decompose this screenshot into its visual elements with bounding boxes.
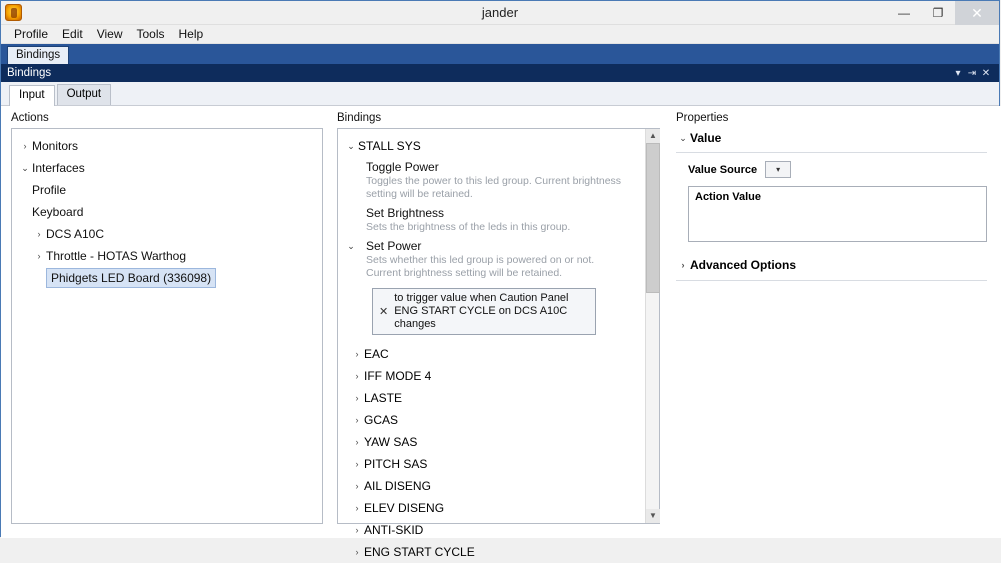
binding-item-name: Toggle Power — [366, 160, 439, 174]
bindings-list[interactable] — [337, 128, 660, 559]
binding-group-eng-start-cycle[interactable] — [344, 541, 645, 563]
value-source-label: Value Source — [688, 163, 758, 176]
binding-item-body — [358, 238, 616, 280]
chevron-down-icon[interactable]: ⌄ — [347, 141, 355, 151]
binding-group-yaw-sas[interactable] — [344, 431, 645, 453]
chevron-right-icon[interactable]: › — [37, 251, 41, 261]
binding-item-name: Set Brightness — [366, 206, 445, 220]
chevron-down-icon[interactable]: ⌄ — [679, 133, 687, 143]
chevron-right-icon[interactable]: › — [355, 547, 359, 557]
chevron-down-icon: ▾ — [776, 165, 781, 174]
menu-item-profile[interactable]: Profile — [14, 27, 49, 41]
binding-trigger-chip-wrap — [344, 282, 645, 343]
properties-section-advanced[interactable] — [676, 254, 987, 276]
binding-group-stall-sys[interactable] — [344, 135, 645, 157]
window-controls — [887, 1, 999, 25]
chevron-right-icon[interactable]: › — [355, 503, 359, 513]
binding-trigger-text: to trigger value when Caution Panel ENG START CYCLE on DCS A10C changes — [394, 292, 569, 330]
tree-item-interfaces[interactable] — [12, 157, 322, 179]
maximize-button[interactable]: ❐ — [932, 6, 944, 20]
bindings-scrollbar[interactable] — [645, 129, 659, 523]
tab-input[interactable]: Input — [9, 85, 55, 106]
scrollbar-thumb[interactable] — [646, 143, 660, 293]
minimize-button[interactable]: — — [898, 6, 910, 20]
io-tab-strip — [1, 82, 999, 106]
binding-group-label: STALL SYS — [358, 139, 421, 153]
binding-group-label: YAW SAS — [364, 435, 418, 449]
binding-trigger-chip[interactable] — [372, 288, 596, 335]
window-title: jander — [481, 5, 519, 20]
section-label: Advanced Options — [690, 258, 797, 272]
chevron-right-icon[interactable]: › — [23, 141, 27, 151]
actions-title: Actions — [11, 112, 49, 124]
actions-pane — [1, 106, 331, 538]
binding-group-pitch-sas[interactable] — [344, 453, 645, 475]
binding-item-name: Set Power — [366, 239, 422, 253]
divider — [676, 152, 987, 153]
menu-bar — [1, 25, 999, 44]
binding-group-laste[interactable] — [344, 387, 645, 409]
properties-title: Properties — [676, 112, 729, 124]
binding-group-label: LASTE — [364, 391, 403, 405]
chevron-down-icon[interactable]: ⌄ — [347, 241, 355, 251]
scroll-up-icon[interactable]: ▲ — [646, 129, 660, 143]
chevron-right-icon[interactable]: › — [355, 525, 359, 535]
tree-item-profile[interactable] — [12, 179, 322, 201]
binding-group-label: ANTI-SKID — [364, 523, 424, 537]
menu-item-tools[interactable]: Tools — [136, 27, 165, 41]
binding-group-label: EAC — [364, 347, 389, 361]
tree-item-label: DCS A10C — [46, 227, 105, 241]
binding-item-set-brightness[interactable] — [344, 203, 645, 236]
panel-header — [1, 64, 999, 82]
value-source-dropdown[interactable] — [765, 161, 791, 178]
chevron-right-icon[interactable]: › — [355, 481, 359, 491]
chevron-right-icon[interactable]: › — [355, 349, 359, 359]
binding-group-ail-diseng[interactable] — [344, 475, 645, 497]
tree-item-label: Profile — [32, 183, 67, 197]
menu-item-help[interactable]: Help — [178, 27, 204, 41]
tree-item-label: Interfaces — [32, 161, 85, 175]
tab-output[interactable]: Output — [57, 84, 112, 105]
binding-item-description: Toggles the power to this led group. Current brightness setting will be retained. — [366, 175, 622, 200]
binding-group-label: PITCH SAS — [364, 457, 428, 471]
document-tab-bindings[interactable]: Bindings — [7, 46, 69, 64]
binding-group-eac[interactable] — [344, 343, 645, 365]
app-icon — [5, 4, 22, 21]
panel-close-icon[interactable]: ✕ — [981, 67, 991, 79]
binding-item-toggle-power[interactable] — [344, 157, 645, 203]
title-bar — [1, 1, 999, 25]
panel-title: Bindings — [7, 67, 52, 79]
tree-item-phidgets-led-board[interactable] — [12, 267, 322, 289]
value-source-row — [676, 161, 987, 178]
bindings-title: Bindings — [337, 112, 382, 124]
binding-group-label: GCAS — [364, 413, 399, 427]
binding-item-set-power[interactable] — [344, 236, 645, 282]
binding-group-elev-diseng[interactable] — [344, 497, 645, 519]
actions-tree[interactable] — [11, 128, 323, 524]
document-tab-strip — [1, 44, 999, 64]
binding-item-description: Sets the brightness of the leds in this group. — [366, 221, 571, 233]
tree-item-label: Keyboard — [32, 205, 84, 219]
main-body — [1, 106, 1001, 559]
chevron-right-icon[interactable]: › — [355, 437, 359, 447]
binding-group-iff-mode-4[interactable] — [344, 365, 645, 387]
tree-item-monitors[interactable] — [12, 135, 322, 157]
chevron-right-icon[interactable]: › — [355, 371, 359, 381]
close-icon[interactable]: ✕ — [379, 305, 389, 318]
binding-group-label: ENG START CYCLE — [364, 545, 475, 559]
menu-item-view[interactable]: View — [96, 27, 123, 41]
panel-menu-icon[interactable]: ▾ — [955, 67, 961, 79]
properties-section-value[interactable] — [676, 128, 987, 148]
chevron-right-icon[interactable]: › — [681, 260, 685, 270]
tree-item-dcs-a10c[interactable] — [12, 223, 322, 245]
chevron-down-icon[interactable]: ⌄ — [21, 163, 29, 173]
tree-item-label: Phidgets LED Board (336098) — [46, 268, 216, 288]
chevron-right-icon[interactable]: › — [355, 415, 359, 425]
action-value-label: Action Value — [695, 191, 762, 203]
menu-item-edit[interactable]: Edit — [62, 27, 83, 41]
chevron-right-icon[interactable]: › — [37, 229, 41, 239]
binding-group-anti-skid[interactable] — [344, 519, 645, 541]
chevron-right-icon[interactable]: › — [355, 459, 359, 469]
section-label: Value — [690, 131, 722, 145]
binding-item-description: Sets whether this led group is powered on or not. Current brightness setting will be retained. — [366, 254, 595, 279]
tree-item-label: Monitors — [32, 139, 79, 153]
binding-group-gcas[interactable] — [344, 409, 645, 431]
scroll-down-icon[interactable]: ▼ — [646, 509, 660, 523]
bindings-pane — [331, 106, 666, 559]
tree-item-label: Throttle - HOTAS Warthog — [46, 249, 187, 263]
binding-group-label: ELEV DISENG — [364, 501, 445, 515]
properties-pane — [666, 106, 1001, 538]
binding-group-label: AIL DISENG — [364, 479, 431, 493]
binding-group-label: IFF MODE 4 — [364, 369, 432, 383]
tree-item-keyboard[interactable] — [12, 201, 322, 223]
close-button[interactable]: ✕ — [955, 1, 999, 25]
tree-item-throttle-hotas-warthog[interactable] — [12, 245, 322, 267]
panel-dock-icon[interactable]: ⇥ — [967, 67, 977, 79]
divider — [676, 280, 987, 281]
action-value-field[interactable] — [688, 186, 987, 242]
chevron-right-icon[interactable]: › — [355, 393, 359, 403]
